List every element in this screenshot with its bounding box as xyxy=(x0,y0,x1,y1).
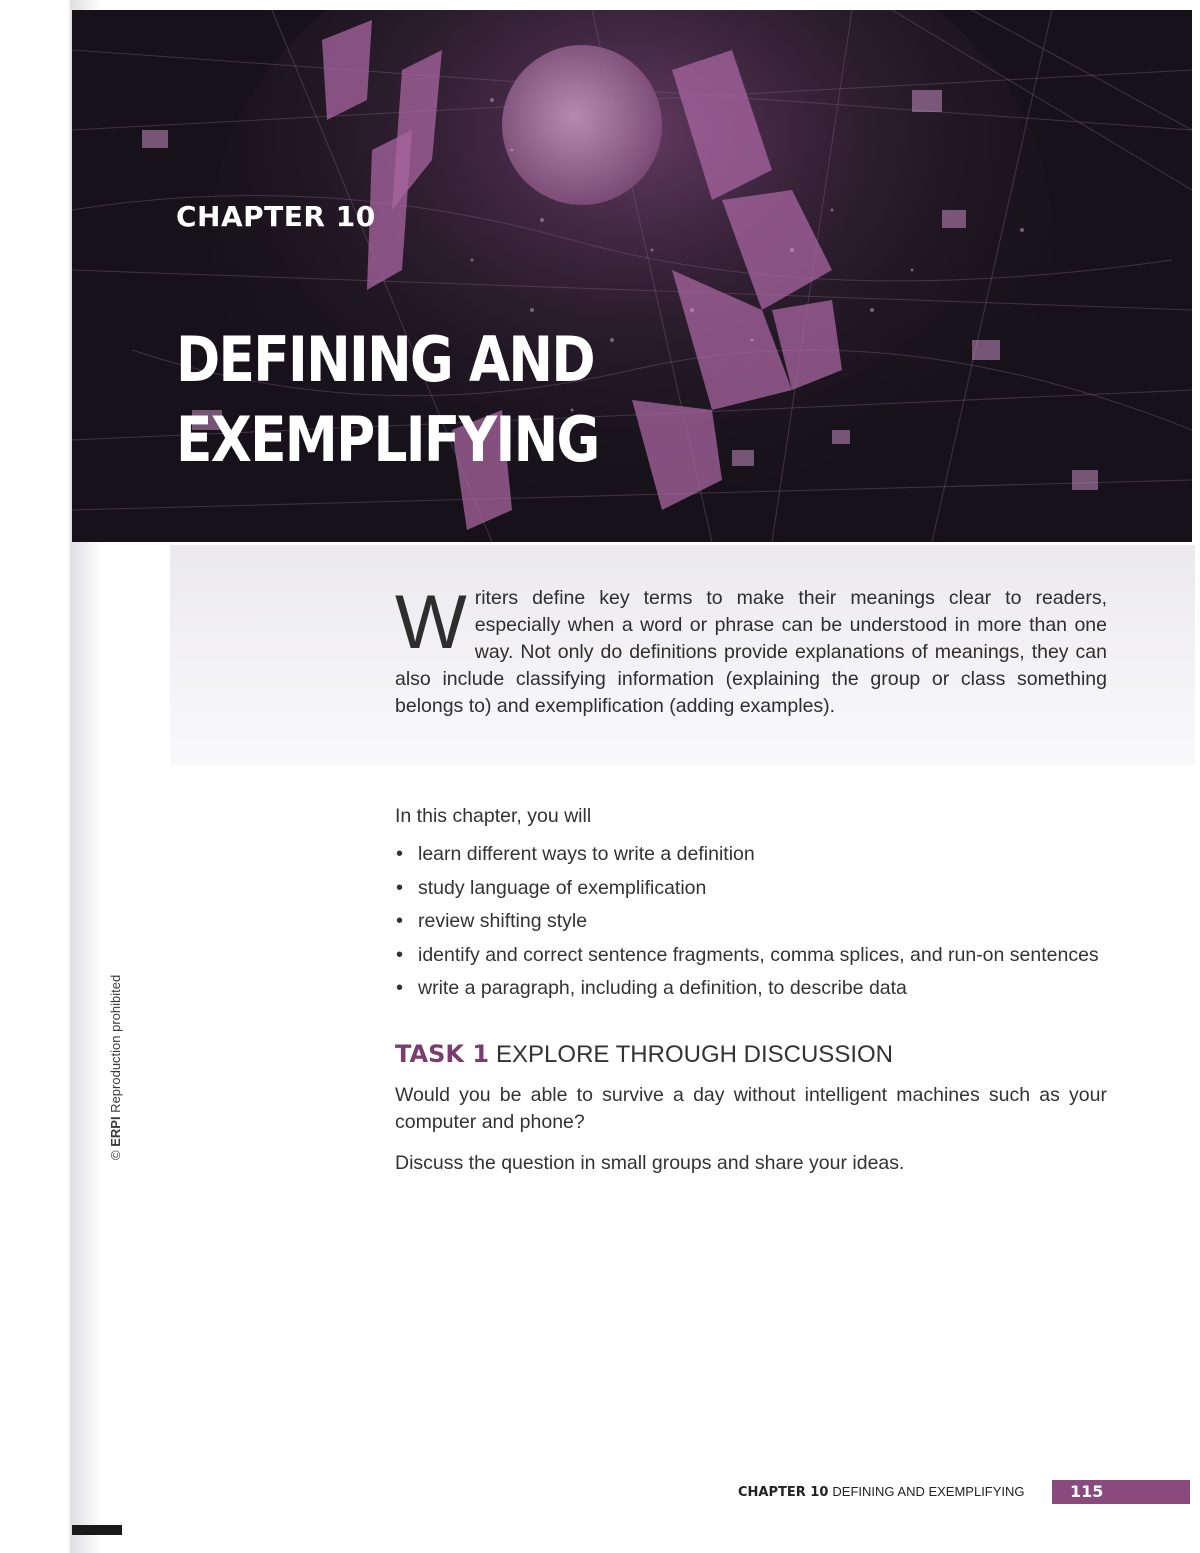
footer-title: DEFINING AND EXEMPLIFYING xyxy=(832,1484,1025,1499)
publisher-brand: ERPI xyxy=(108,1116,123,1147)
page-number: 115 xyxy=(1052,1480,1190,1504)
list-item: • learn different ways to write a definition xyxy=(395,838,1099,872)
task-title: EXPLORE THROUGH DISCUSSION xyxy=(496,1041,893,1068)
scan-mark xyxy=(72,1525,122,1535)
copyright-symbol: © xyxy=(108,1150,123,1160)
list-item: • write a paragraph, including a definition, to describe data xyxy=(395,972,1099,1006)
chapter-title xyxy=(176,320,599,480)
intro-text: riters define key terms to make their meanings clear to readers, especially when a word or phrase can be understood in more than one way. Not only do definitions provide explanations of meanings, they can also include classifying information (explaining the group or class something belongs to) and exemplification (adding examples). xyxy=(395,587,1107,717)
scan-edge xyxy=(0,0,72,1553)
chapter-label: CHAPTER 10 xyxy=(176,200,376,233)
task-heading xyxy=(395,1040,893,1069)
copyright-text: Reproduction prohibited xyxy=(108,974,123,1113)
chapter-title-line-1: DEFINING AND xyxy=(176,323,594,396)
task-paragraph: Discuss the question in small groups and share your ideas. xyxy=(395,1152,905,1174)
list-item: • study language of exemplification xyxy=(395,872,1099,906)
drop-cap: W xyxy=(395,580,467,665)
footer-chapter: CHAPTER 10 xyxy=(738,1485,829,1500)
running-footer xyxy=(738,1484,1025,1500)
chapter-banner xyxy=(72,10,1192,542)
list-item: • review shifting style xyxy=(395,905,1099,939)
chapter-title-line-2: EXEMPLIFYING xyxy=(176,403,599,476)
task-paragraph: Would you be able to survive a day without intelligent machines such as your computer and phone? xyxy=(395,1084,1107,1133)
intro-paragraph xyxy=(395,580,1107,720)
list-item: • identify and correct sentence fragments, comma splices, and run-on sentences xyxy=(395,939,1099,973)
objectives-list xyxy=(395,838,1099,1006)
objectives-intro: In this chapter, you will xyxy=(395,805,592,827)
task-label: TASK 1 xyxy=(395,1040,490,1068)
copyright-notice xyxy=(108,975,123,1160)
